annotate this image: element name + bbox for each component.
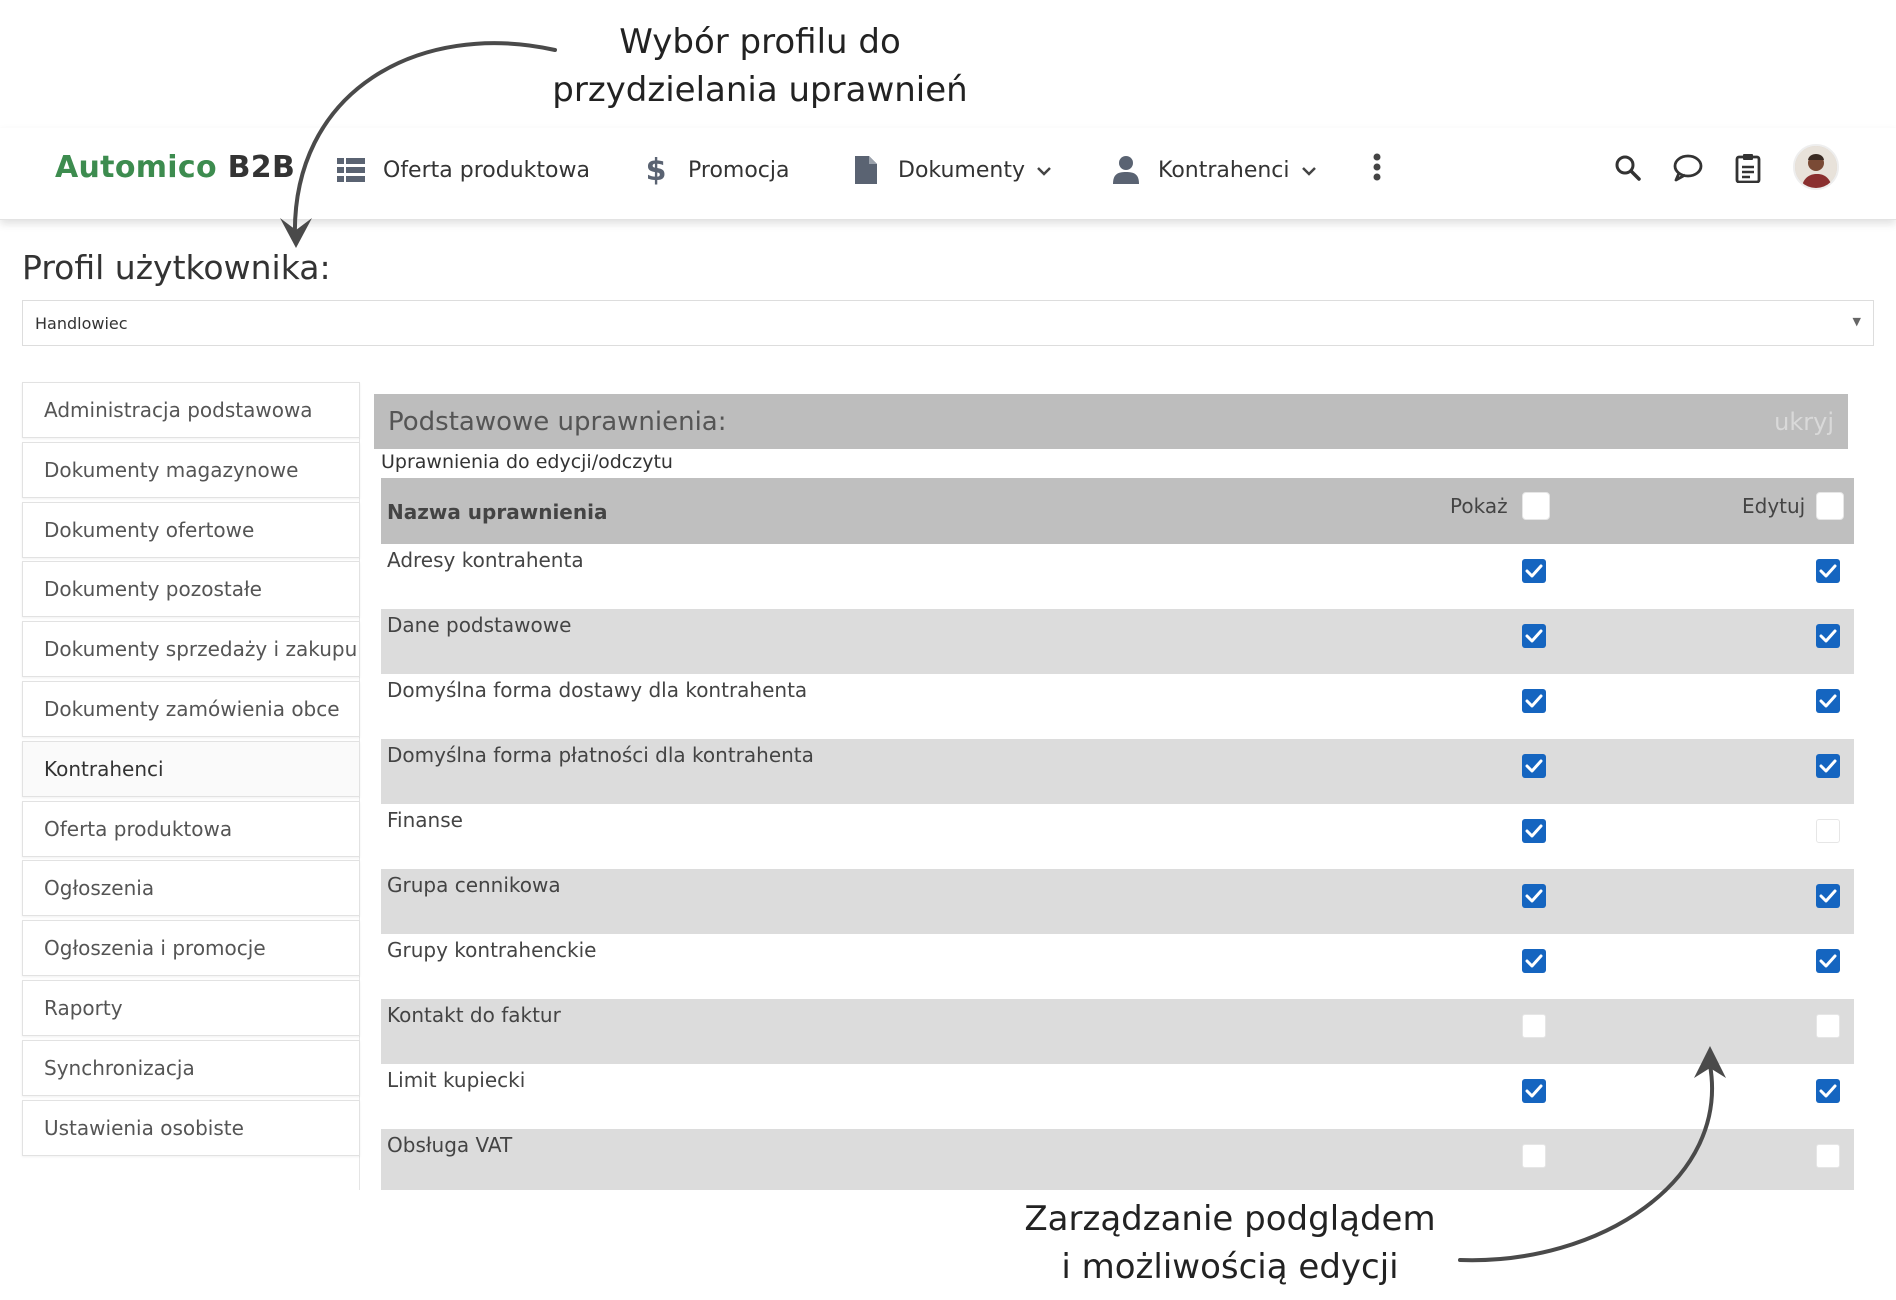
left-menu-item[interactable]: Ustawienia osobiste <box>22 1100 360 1156</box>
table-row <box>381 869 1854 934</box>
edit-checkbox[interactable] <box>1816 819 1840 843</box>
messages-button[interactable] <box>1666 148 1710 192</box>
column-header-edit: Edytuj <box>1742 494 1806 518</box>
permission-name: Adresy kontrahenta <box>387 548 584 572</box>
nav-oferta-produktowa[interactable] <box>335 150 590 190</box>
chevron-down-icon <box>1037 161 1051 180</box>
table-row <box>381 804 1854 869</box>
panel-title: Podstawowe uprawnienia: <box>388 406 727 437</box>
show-checkbox[interactable] <box>1522 754 1546 778</box>
left-menu-item[interactable]: Dokumenty sprzedaży i zakupu <box>22 621 360 677</box>
vertical-dots-icon <box>1373 153 1381 187</box>
table-row <box>381 739 1854 804</box>
left-menu-item[interactable]: Administracja podstawowa <box>22 382 360 438</box>
chat-icon <box>1673 154 1703 186</box>
profile-select[interactable] <box>22 300 1874 346</box>
avatar[interactable] <box>1793 144 1839 190</box>
profile-selected-value: Handlowiec <box>35 313 128 333</box>
left-menu-item[interactable]: Kontrahenci <box>22 741 360 797</box>
annotation-line: i możliwością edycji <box>1061 1247 1399 1287</box>
edit-checkbox[interactable] <box>1816 884 1840 908</box>
page-bottom-area <box>0 1190 1896 1300</box>
profile-label: Profil użytkownika: <box>22 248 331 287</box>
permission-name: Grupa cennikowa <box>387 873 561 897</box>
table-header <box>381 478 1854 544</box>
nav-dokumenty[interactable] <box>850 150 1051 190</box>
select-arrow-icon: ▼ <box>1852 315 1861 328</box>
show-checkbox[interactable] <box>1522 1014 1546 1038</box>
annotation-line: Zarządzanie podglądem <box>1024 1199 1436 1239</box>
clipboard-button[interactable] <box>1726 148 1770 192</box>
show-checkbox[interactable] <box>1522 1144 1546 1168</box>
dollar-icon: $ <box>645 152 667 188</box>
brand-logo[interactable] <box>55 150 295 185</box>
show-checkbox[interactable] <box>1522 624 1546 648</box>
show-checkbox[interactable] <box>1522 689 1546 713</box>
show-checkbox[interactable] <box>1522 559 1546 583</box>
annotation-line: przydzielania uprawnień <box>552 70 968 110</box>
table-row <box>381 609 1854 674</box>
nav-label: Dokumenty <box>898 157 1025 183</box>
chevron-down-icon <box>1302 161 1316 180</box>
table-row <box>381 1129 1854 1194</box>
select-all-edit-checkbox[interactable] <box>1816 492 1844 520</box>
nav-kontrahenci[interactable] <box>1110 150 1316 190</box>
annotation-view-edit-management <box>990 1195 1470 1291</box>
hide-link[interactable]: ukryj <box>1774 407 1834 436</box>
permission-name: Dane podstawowe <box>387 613 572 637</box>
nav-label: Promocja <box>688 157 790 183</box>
panel-header <box>374 394 1848 449</box>
grid-list-icon <box>335 154 367 186</box>
permission-name: Kontakt do faktur <box>387 1003 561 1027</box>
left-menu-item[interactable]: Ogłoszenia i promocje <box>22 920 360 976</box>
table-row <box>381 544 1854 609</box>
left-menu-item[interactable]: Synchronizacja <box>22 1040 360 1096</box>
left-menu-item[interactable]: Dokumenty pozostałe <box>22 561 360 617</box>
search-button[interactable] <box>1606 148 1650 192</box>
brand-name: Automico <box>55 150 217 185</box>
select-all-show-checkbox[interactable] <box>1522 492 1550 520</box>
edit-checkbox[interactable] <box>1816 1014 1840 1038</box>
permission-category-menu <box>22 382 360 1190</box>
edit-checkbox[interactable] <box>1816 1079 1840 1103</box>
nav-label: Oferta produktowa <box>383 157 590 183</box>
annotation-profile-selection <box>500 18 1020 114</box>
nav-promocja[interactable] <box>640 150 789 190</box>
show-checkbox[interactable] <box>1522 819 1546 843</box>
column-header-name: Nazwa uprawnienia <box>387 500 608 524</box>
permission-name: Grupy kontrahenckie <box>387 938 597 962</box>
left-menu-item[interactable]: Oferta produktowa <box>22 801 360 857</box>
left-menu-item[interactable]: Ogłoszenia <box>22 860 360 916</box>
left-menu-item[interactable]: Dokumenty magazynowe <box>22 442 360 498</box>
search-icon <box>1615 155 1641 185</box>
show-checkbox[interactable] <box>1522 949 1546 973</box>
arrowhead-profile <box>280 218 312 248</box>
annotation-line: Wybór profilu do <box>619 22 901 62</box>
more-menu-button[interactable] <box>1362 150 1392 190</box>
document-icon <box>850 154 882 186</box>
show-checkbox[interactable] <box>1522 884 1546 908</box>
table-row <box>381 934 1854 999</box>
left-menu-item[interactable]: Dokumenty zamówienia obce <box>22 681 360 737</box>
table-row <box>381 999 1854 1064</box>
nav-label: Kontrahenci <box>1158 157 1290 183</box>
top-navbar <box>0 128 1896 220</box>
table-row <box>381 1064 1854 1129</box>
permission-name: Limit kupiecki <box>387 1068 526 1092</box>
edit-checkbox[interactable] <box>1816 949 1840 973</box>
permission-name: Finanse <box>387 808 463 832</box>
left-menu-item[interactable]: Dokumenty ofertowe <box>22 502 360 558</box>
left-menu-item[interactable]: Raporty <box>22 980 360 1036</box>
edit-checkbox[interactable] <box>1816 559 1840 583</box>
edit-checkbox[interactable] <box>1816 689 1840 713</box>
permission-name: Obsługa VAT <box>387 1133 513 1157</box>
table-row <box>381 674 1854 739</box>
edit-checkbox[interactable] <box>1816 624 1840 648</box>
user-icon <box>1110 154 1142 186</box>
brand-suffix: B2B <box>227 150 296 185</box>
permission-name: Domyślna forma płatności dla kontrahenta <box>387 743 814 767</box>
edit-checkbox[interactable] <box>1816 754 1840 778</box>
column-header-show: Pokaż <box>1450 494 1508 518</box>
panel-subtitle: Uprawnienia do edycji/odczytu <box>381 451 673 473</box>
edit-checkbox[interactable] <box>1816 1144 1840 1168</box>
permission-name: Domyślna forma dostawy dla kontrahenta <box>387 678 808 702</box>
clipboard-icon <box>1735 153 1761 187</box>
show-checkbox[interactable] <box>1522 1079 1546 1103</box>
